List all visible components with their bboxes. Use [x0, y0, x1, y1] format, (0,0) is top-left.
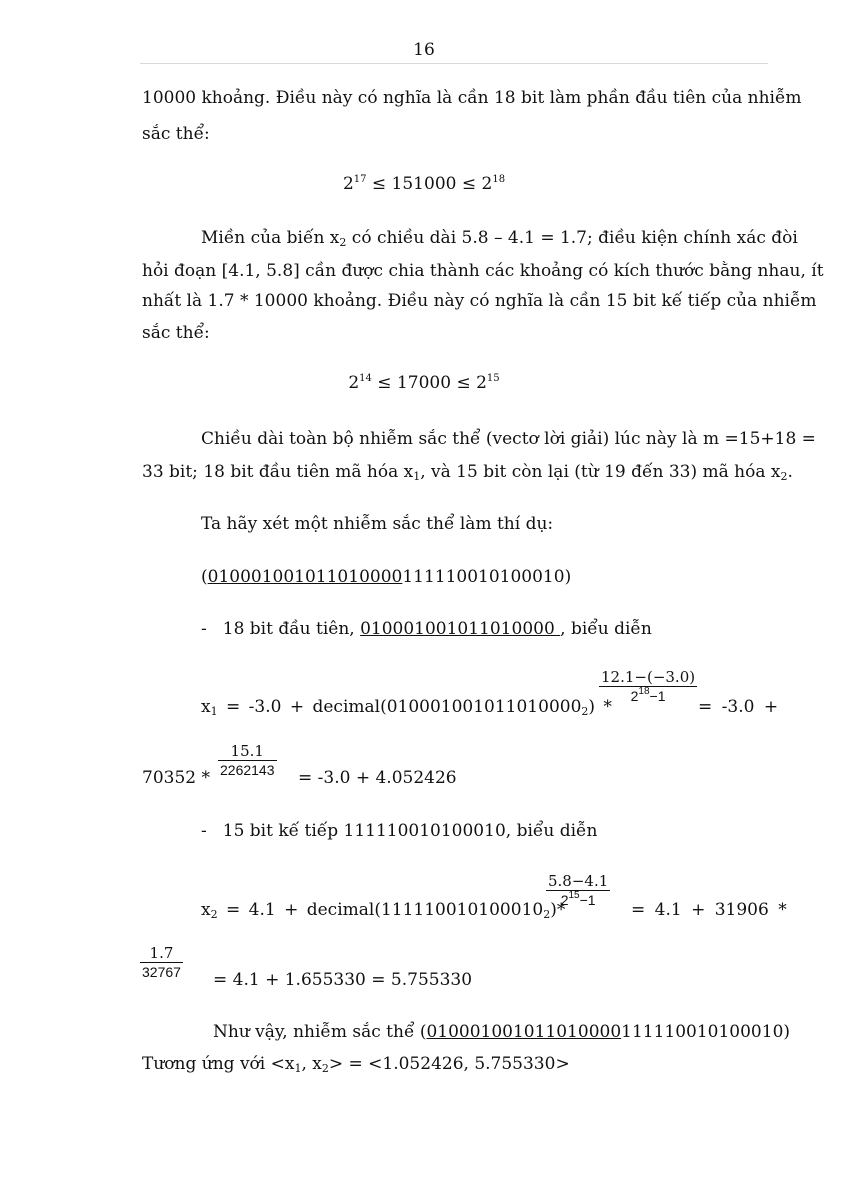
conclusion-line-1: Như vậy, nhiễm sắc thể (010001001011010000111110010100010) [213, 1022, 791, 1042]
fraction-x2-numerator: 5.8−4.1 [548, 872, 609, 890]
fraction-x2 [546, 872, 610, 909]
equation-x2-rhs: = 4.1 + 31906 * [631, 900, 787, 920]
example-chromosome: (010001001011010000111110010100010) [201, 567, 572, 587]
equation-x1-cont-rhs: = -3.0 + 4.052426 [298, 768, 457, 788]
inequality-1: $2^{17} \le 151000 \le 2^{18}$ [342, 174, 506, 194]
page-number: 16 [413, 40, 435, 60]
equation-x2-cont-rhs: = 4.1 + 1.655330 = 5.755330 [213, 970, 473, 990]
fraction-x1-denominator: $2^{18}-1$ [599, 686, 697, 705]
fraction-x1-numerator: 12.1−(−3.0) [601, 668, 696, 686]
fraction-x2-denominator: $2^{15}-1$ [546, 890, 610, 909]
paragraph-3-line-2: 33 bit; 18 bit đầu tiên mã hóa $x_1$, và 15 bit còn lại (từ 19 đến 33) mã hóa $x_2$. [142, 462, 793, 483]
fraction-x1-cont [218, 742, 277, 779]
inequality-2: $2^{14} \le 17000 \le 2^{15}$ [348, 373, 500, 393]
bullet-dash: - [201, 619, 207, 639]
fraction-x1 [599, 668, 697, 705]
fraction-x2-cont-numerator: 1.7 [149, 944, 174, 962]
conclusion-line-2: Tương ứng với $<x_1$, $x_2> = <1.052426$, 5.755330> [142, 1054, 570, 1075]
example-intro: Ta hãy xét một nhiễm sắc thể làm thí dụ: [201, 514, 554, 534]
paragraph-2-line-4: sắc thể: [142, 323, 210, 343]
paragraph-1-line-1: 10000 khoảng. Điều này có nghĩa là cần 18 bit làm phần đầu tiên của nhiễm [142, 88, 802, 108]
fraction-x1-cont-denominator: 2262143 [220, 762, 275, 778]
paragraph-2-line-1: Miền của biến $x_2$ có chiều dài 5.8 – 4.1 = 1.7; điều kiện chính xác đòi [201, 228, 798, 249]
paragraph-3-line-1: Chiều dài toàn bộ nhiễm sắc thể (vectơ lời giải) lúc này là m =15+18 = [201, 429, 816, 449]
equation-x1-rhs: = -3.0 + [698, 697, 779, 717]
fraction-x2-cont [140, 944, 183, 981]
header-rule [140, 63, 768, 64]
paragraph-1-line-2: sắc thể: [142, 124, 210, 144]
fraction-x1-cont-numerator: 15.1 [230, 742, 264, 760]
paragraph-2-line-2: hỏi đoạn [4.1, 5.8] cần được chia thành các khoảng có kích thước bằng nhau, ít [142, 261, 824, 281]
bullet-dash: - [201, 821, 207, 841]
equation-x1-cont-lead: 70352 * [142, 768, 210, 788]
equation-x1: $x_1 = -3.0$ + $decimal(010001001011010000_2)$ * [201, 697, 612, 718]
bullet-2: - 15 bit kế tiếp 111110010100010, biểu diễn [201, 821, 598, 841]
paragraph-2-line-3: nhất là 1.7 * 10000 khoảng. Điều này có nghĩa là cần 15 bit kế tiếp của nhiễm [142, 291, 817, 311]
fraction-x2-cont-denominator: 32767 [142, 964, 181, 980]
equation-x2: $x_2 = 4.1$ + $decimal(111110010100010_2)*$ [201, 900, 566, 921]
chromosome-first-18-bits: 010001001011010000 [207, 567, 403, 587]
bullet-1: - 18 bit đầu tiên, 010001001011010000 , biểu diễn [201, 619, 652, 639]
